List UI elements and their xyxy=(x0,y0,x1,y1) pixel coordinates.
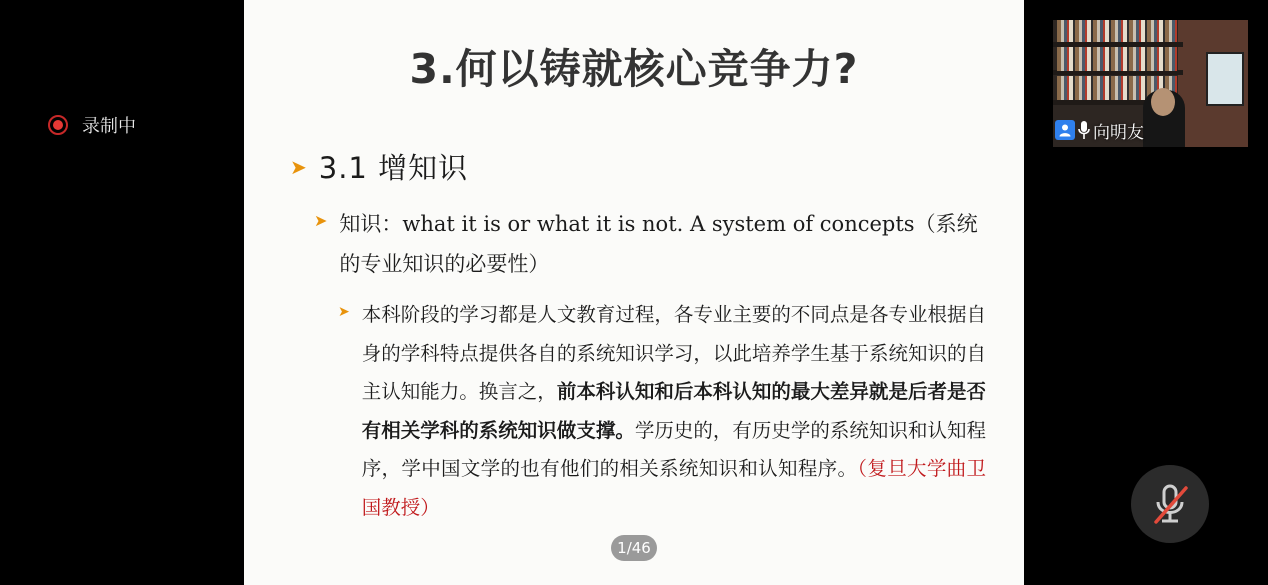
microphone-muted-icon xyxy=(1150,482,1190,526)
bullet-level-3-text xyxy=(362,296,986,527)
participant-silhouette xyxy=(1151,88,1175,116)
bullet-level-1 xyxy=(290,146,468,187)
page-indicator: 1/46 xyxy=(611,535,657,561)
paragraph-part-2: 学历史的，有历史学的系统知识和认知程序，学中国文学的也有他们的相关系统知识和认知程序。 xyxy=(361,418,986,480)
bullet-arrow-icon: ➤ xyxy=(338,304,350,320)
video-background xyxy=(1206,52,1244,106)
paragraph-part-1: 本科阶段的学习都是人文教育过程，各专业主要的不同点是各专业根据自身的学科特点提供各自的系统知识学习，以此培养学生基于系统知识的自主认知能力。换言之， xyxy=(361,303,986,403)
person-icon xyxy=(1055,120,1075,140)
recording-indicator xyxy=(48,112,136,138)
paragraph-source: （复旦大学曲卫国教授） xyxy=(361,457,986,519)
bullet-arrow-icon: ➤ xyxy=(314,211,328,230)
paragraph-bold: 前本科认知和后本科认知的最大差异就是后者是否有相关学科的系统知识做支撑。 xyxy=(361,380,986,442)
bullet-level-2-text: 知识：what it is or what it is not. A system of concepts（系统的专业知识的必要性） xyxy=(339,212,978,276)
participant-video-tile[interactable] xyxy=(1053,20,1248,147)
participant-name: 向明友 xyxy=(1093,122,1144,143)
slide-title: 3.何以铸就核心竞争力? xyxy=(409,45,859,93)
video-background xyxy=(1057,20,1177,42)
microphone-icon xyxy=(1078,120,1090,140)
bullet-arrow-icon: ➤ xyxy=(290,154,307,179)
video-background xyxy=(1057,47,1177,71)
participant-name-bar xyxy=(1053,118,1144,142)
bullet-level-1-text: 3.1 增知识 xyxy=(318,151,469,185)
presentation-slide[interactable] xyxy=(244,0,1024,585)
bullet-level-3 xyxy=(338,296,986,527)
record-icon xyxy=(48,115,68,135)
mute-toggle-button[interactable] xyxy=(1131,465,1209,543)
recording-label: 录制中 xyxy=(82,116,136,137)
bullet-level-2 xyxy=(314,204,984,284)
